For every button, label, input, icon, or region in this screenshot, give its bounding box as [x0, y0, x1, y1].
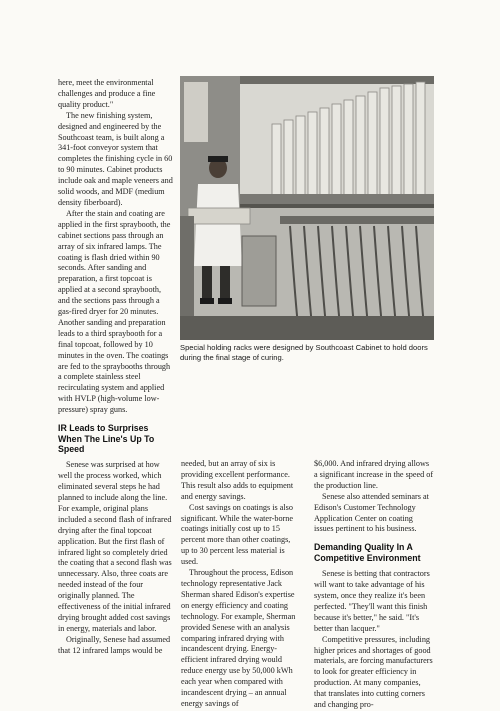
paragraph: Throughout the process, Edison technology representative Jack Sherman shared Edison's expertise on energy efficiency and coating technology. For example, Sherman provided Senese with an analysis comparing infrared drying with incandescent drying. Energy-efficient infrared drying would reduce energy use by 50,000 kWh each year when compared with incandescent drying – an annual energy savings of [181, 568, 296, 708]
paragraph: Senese was surprised at how well the process worked, which eliminated several steps he had planned to include along the line. For example, original plans included a second flash of infrared drying after the final topcoat application. But the first flash of infrared light so completely dried the coating that a second flash was unnecessary. Also, three coats are needed instead of the four originally planned. The effectiveness of the initial infrared drying brought added cost savings in energy, materials and labor. [58, 460, 172, 633]
paragraph: needed, but an array of six is providing excellent performance. This result also adds to equipment and energy savings. [181, 459, 294, 501]
paragraph: $6,000. And infrared drying allows a significant increase in the speed of the production line. [314, 459, 434, 490]
text-column-2 [181, 459, 298, 710]
text-column-1 [58, 78, 173, 657]
section-heading: Demanding Quality In A Competitive Environment [314, 542, 421, 563]
paragraph: Cost savings on coatings is also significant. While the water-borne coatings initially cost up to 15 percent more than other coatings, up to 30 percent less material is used. [181, 502, 293, 567]
photo-illustration [180, 76, 434, 340]
section-heading: IR Leads to Surprises When The Line's Up To Speed [58, 423, 155, 454]
photo-caption: Special holding racks were designed by Southcoast Cabinet to hold doors during the final stage of curing. [180, 343, 428, 362]
paragraph: Senese also attended seminars at Edison's Customer Technology Application Center on coating issues pertinent to his business. [314, 491, 429, 534]
paragraph: Senese is betting that contractors will want to take advantage of his system, once they realize it's been perfected. "They'll want this finish because it's better," he said. "It's better than lacquer." [314, 569, 430, 633]
paragraph: Originally, Senese had assumed that 12 infrared lamps would be [58, 634, 171, 655]
paragraph: After the stain and coating are applied in the first spraybooth, the cabinet sections pass through an array of six infrared lamps. The coating is flash dried within 90 seconds. After sanding and preparation, a first topcoat is applied at a second spraybooth, and the sections pass through a gas-fired dryer for 20 minutes. Another sanding and preparation leads to a third spraybooth for a final topcoat, followed by 10 minutes in the oven. The coatings are fed to the spraybooths through a complete stainless steel recirculating system and applied with HVLP (high-volume low-pressure) spray guns. [58, 208, 171, 415]
photo-holding-racks [180, 76, 434, 340]
paragraph: Competitive pressures, including higher prices and shortages of good materials, are forcing manufacturers to look for greater efficiency in production. At many companies, that translates into cutting corners and changing pro- [314, 634, 433, 710]
paragraph: The new finishing system, designed and engineered by the Southcoast team, is built along a 341-foot conveyor system that completes the finishing cycle in 60 to 90 minutes. Cabinet products include oak and maple veneers and solid woods, and MDF (medium density fiberboard). [58, 110, 173, 207]
paragraph: here, meet the environmental challenges and produce a fine quality product." [58, 78, 156, 109]
text-column-3 [314, 459, 434, 711]
